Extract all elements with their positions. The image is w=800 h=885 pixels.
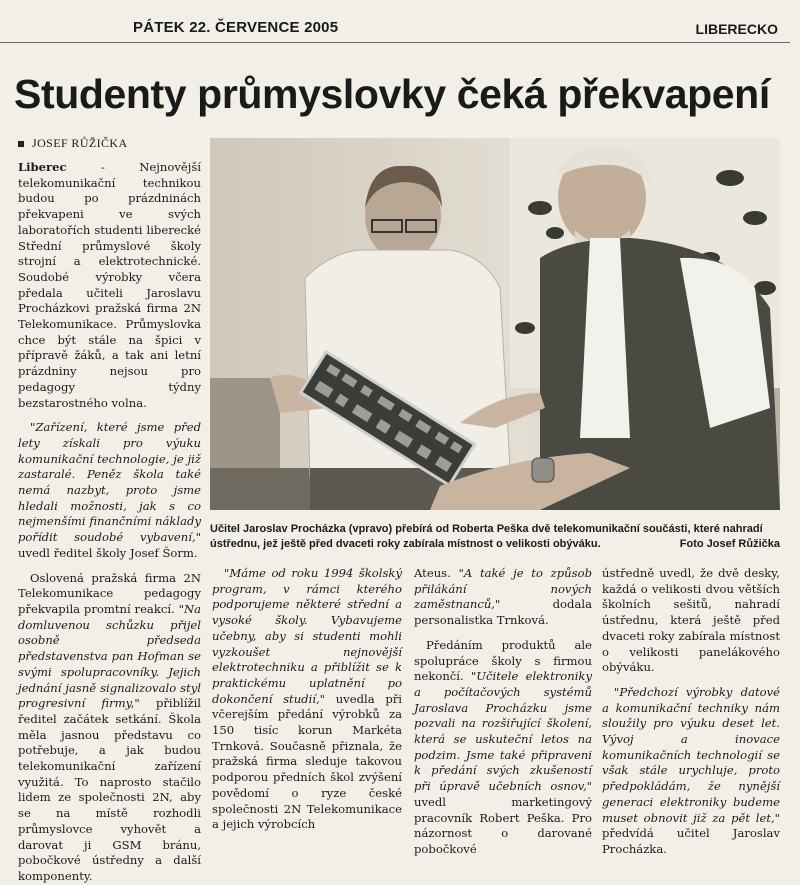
- photo-caption: [210, 522, 780, 552]
- quote: "Předchozí výrobky datové a komunikační techniky nám sloužily pro výuku deset let. Vývoj a inovace komunikačních technologií se však stále urychluje, proto předpokládám, že nynější generaci elektroniky budeme muset obnovit již za pět let,": [602, 684, 780, 825]
- paragraph-text: dodala personalistka Trnková.: [414, 597, 592, 628]
- paragraph: [414, 566, 592, 629]
- paragraph-lead: [18, 160, 201, 411]
- headline: Studenty průmyslovky čeká překvapení: [14, 71, 770, 117]
- quote: "Na domluvenou schůzku přijel osobně předseda představenstva pan Hofman se svými spolupracovníky. Jejich jednání jasně signalizovalo styl progresivní firmy,": [18, 601, 201, 711]
- paragraph: [602, 566, 780, 676]
- paragraph: [18, 571, 201, 885]
- paragraph-text: Předáním produktů ale spolupráce školy s firmou nekončí.: [414, 637, 592, 684]
- byline: [18, 136, 128, 151]
- quote: "Máme od roku 1994 školský program, v rámci kterého podporujeme některé střední a vysoké školy. Vybavujeme učebny, aby si studenti mohli vyzkoušet nejnovější elektrotechniku a přiblížit se k praktickému uplatnění po dokončení studií,": [212, 566, 402, 706]
- article-photo: [210, 138, 780, 510]
- paragraph: [212, 566, 402, 833]
- header-rule: [0, 42, 790, 43]
- paragraph-text: uvedla při včerejším předání výrobků za 150 tisíc korun Markéta Trnková. Současně přiznala, že pražská firma sleduje takovou podporou předních škol zvýšení povědomí o ryze české společnosti 2N Telekomunikace a jejich výrobcích: [212, 691, 402, 832]
- paragraph-text: Oslovená pražská firma 2N Telekomunikace pedagogy překvapila promtní reakcí.: [18, 570, 201, 616]
- quote: "A také je to způsob přilákání nových zaměstnanců,": [414, 566, 592, 612]
- page-header: [0, 0, 800, 44]
- section-name: LIBERECKO: [695, 21, 778, 37]
- paragraph-text: ústředně uvedl, že dvě desky, každá o velikosti dvou větších školních sešitů, nahradí ústřednu, která ještě před dvaceti roky zabírala místnost o velikosti panelákového obýváku.: [602, 566, 780, 675]
- issue-date: PÁTEK 22. ČERVENCE 2005: [133, 19, 339, 36]
- photo-illustration: [210, 138, 780, 510]
- dateline: Liberec: [18, 160, 67, 174]
- paragraph-text: přiblížil ředitel začátek setkání. Škola měla jasnou představu co potřebuje, a jak budou telekomunikační zařízení využitá. To naprosto stačilo lidem ze společnosti 2N, aby se na místě rozhodli průmyslovce vyhovět a darovat ji GSM bránu, pobočkové ústředny a další komponenty.: [18, 696, 201, 883]
- paragraph-text: Ateus.: [414, 566, 459, 580]
- byline-square-icon: [18, 141, 24, 147]
- article-column-2: [212, 566, 402, 833]
- article-column-1: [18, 160, 201, 885]
- caption-text: Učitel Jaroslav Procházka (vpravo) přebírá od Roberta Peška dvě telekomunikační součásti, které nahradí ústřednu, jež ještě před dvaceti roky zabírala místnost o velikosti obýváku.: [210, 523, 763, 550]
- article-column-3: [414, 566, 592, 858]
- author-name: JOSEF RŮŽIČKA: [32, 136, 128, 150]
- paragraph-text: uvedl marketingový pracovník Robert Peška. Pro názornost o darované pobočkové: [414, 794, 592, 856]
- paragraph: [414, 638, 592, 858]
- quote: "Učitele elektroniky a počítačových systémů Jaroslava Procházku jsme pozvali na rozšiřující školení, která se uskuteční letos na podzim. Jsme také připraveni k předání svých zkušeností při úpravě učebních osnov,": [414, 669, 592, 794]
- paragraph: [602, 685, 780, 858]
- lead-text: - Nejnovější telekomunikační technikou budou po prázdninách překvapeni ve svých laboratořích studenti liberecké Střední průmyslové školy strojní a elektrotechnické. Soudobé výrobky včera předala učiteli Jaroslavu Procházkovi pražská firma 2N Telekomunikace. Průmyslovka chce být stále na špici v přípravě žáků, a tak ani letní prázdniny nejsou pro pedagogy týdny bezstarostného volna.: [18, 160, 201, 410]
- photo-credit: Foto Josef Růžička: [679, 538, 780, 550]
- paragraph-text: uvedl ředitel školy Josef Šorm.: [18, 545, 198, 560]
- quote: "Zařízení, které jsme před lety získali pro výuku komunikační technologie, je již zastaralé. Peněz škola také nemá nazbyt, proto jsme hledali možnosti, jak s co nejmenšími finančními náklady pořídit soudobé vybavení,": [18, 420, 201, 545]
- paragraph: [18, 420, 201, 561]
- article-column-4: [602, 566, 780, 858]
- paragraph-text: předvídá učitel Jaroslav Procházka.: [602, 826, 780, 856]
